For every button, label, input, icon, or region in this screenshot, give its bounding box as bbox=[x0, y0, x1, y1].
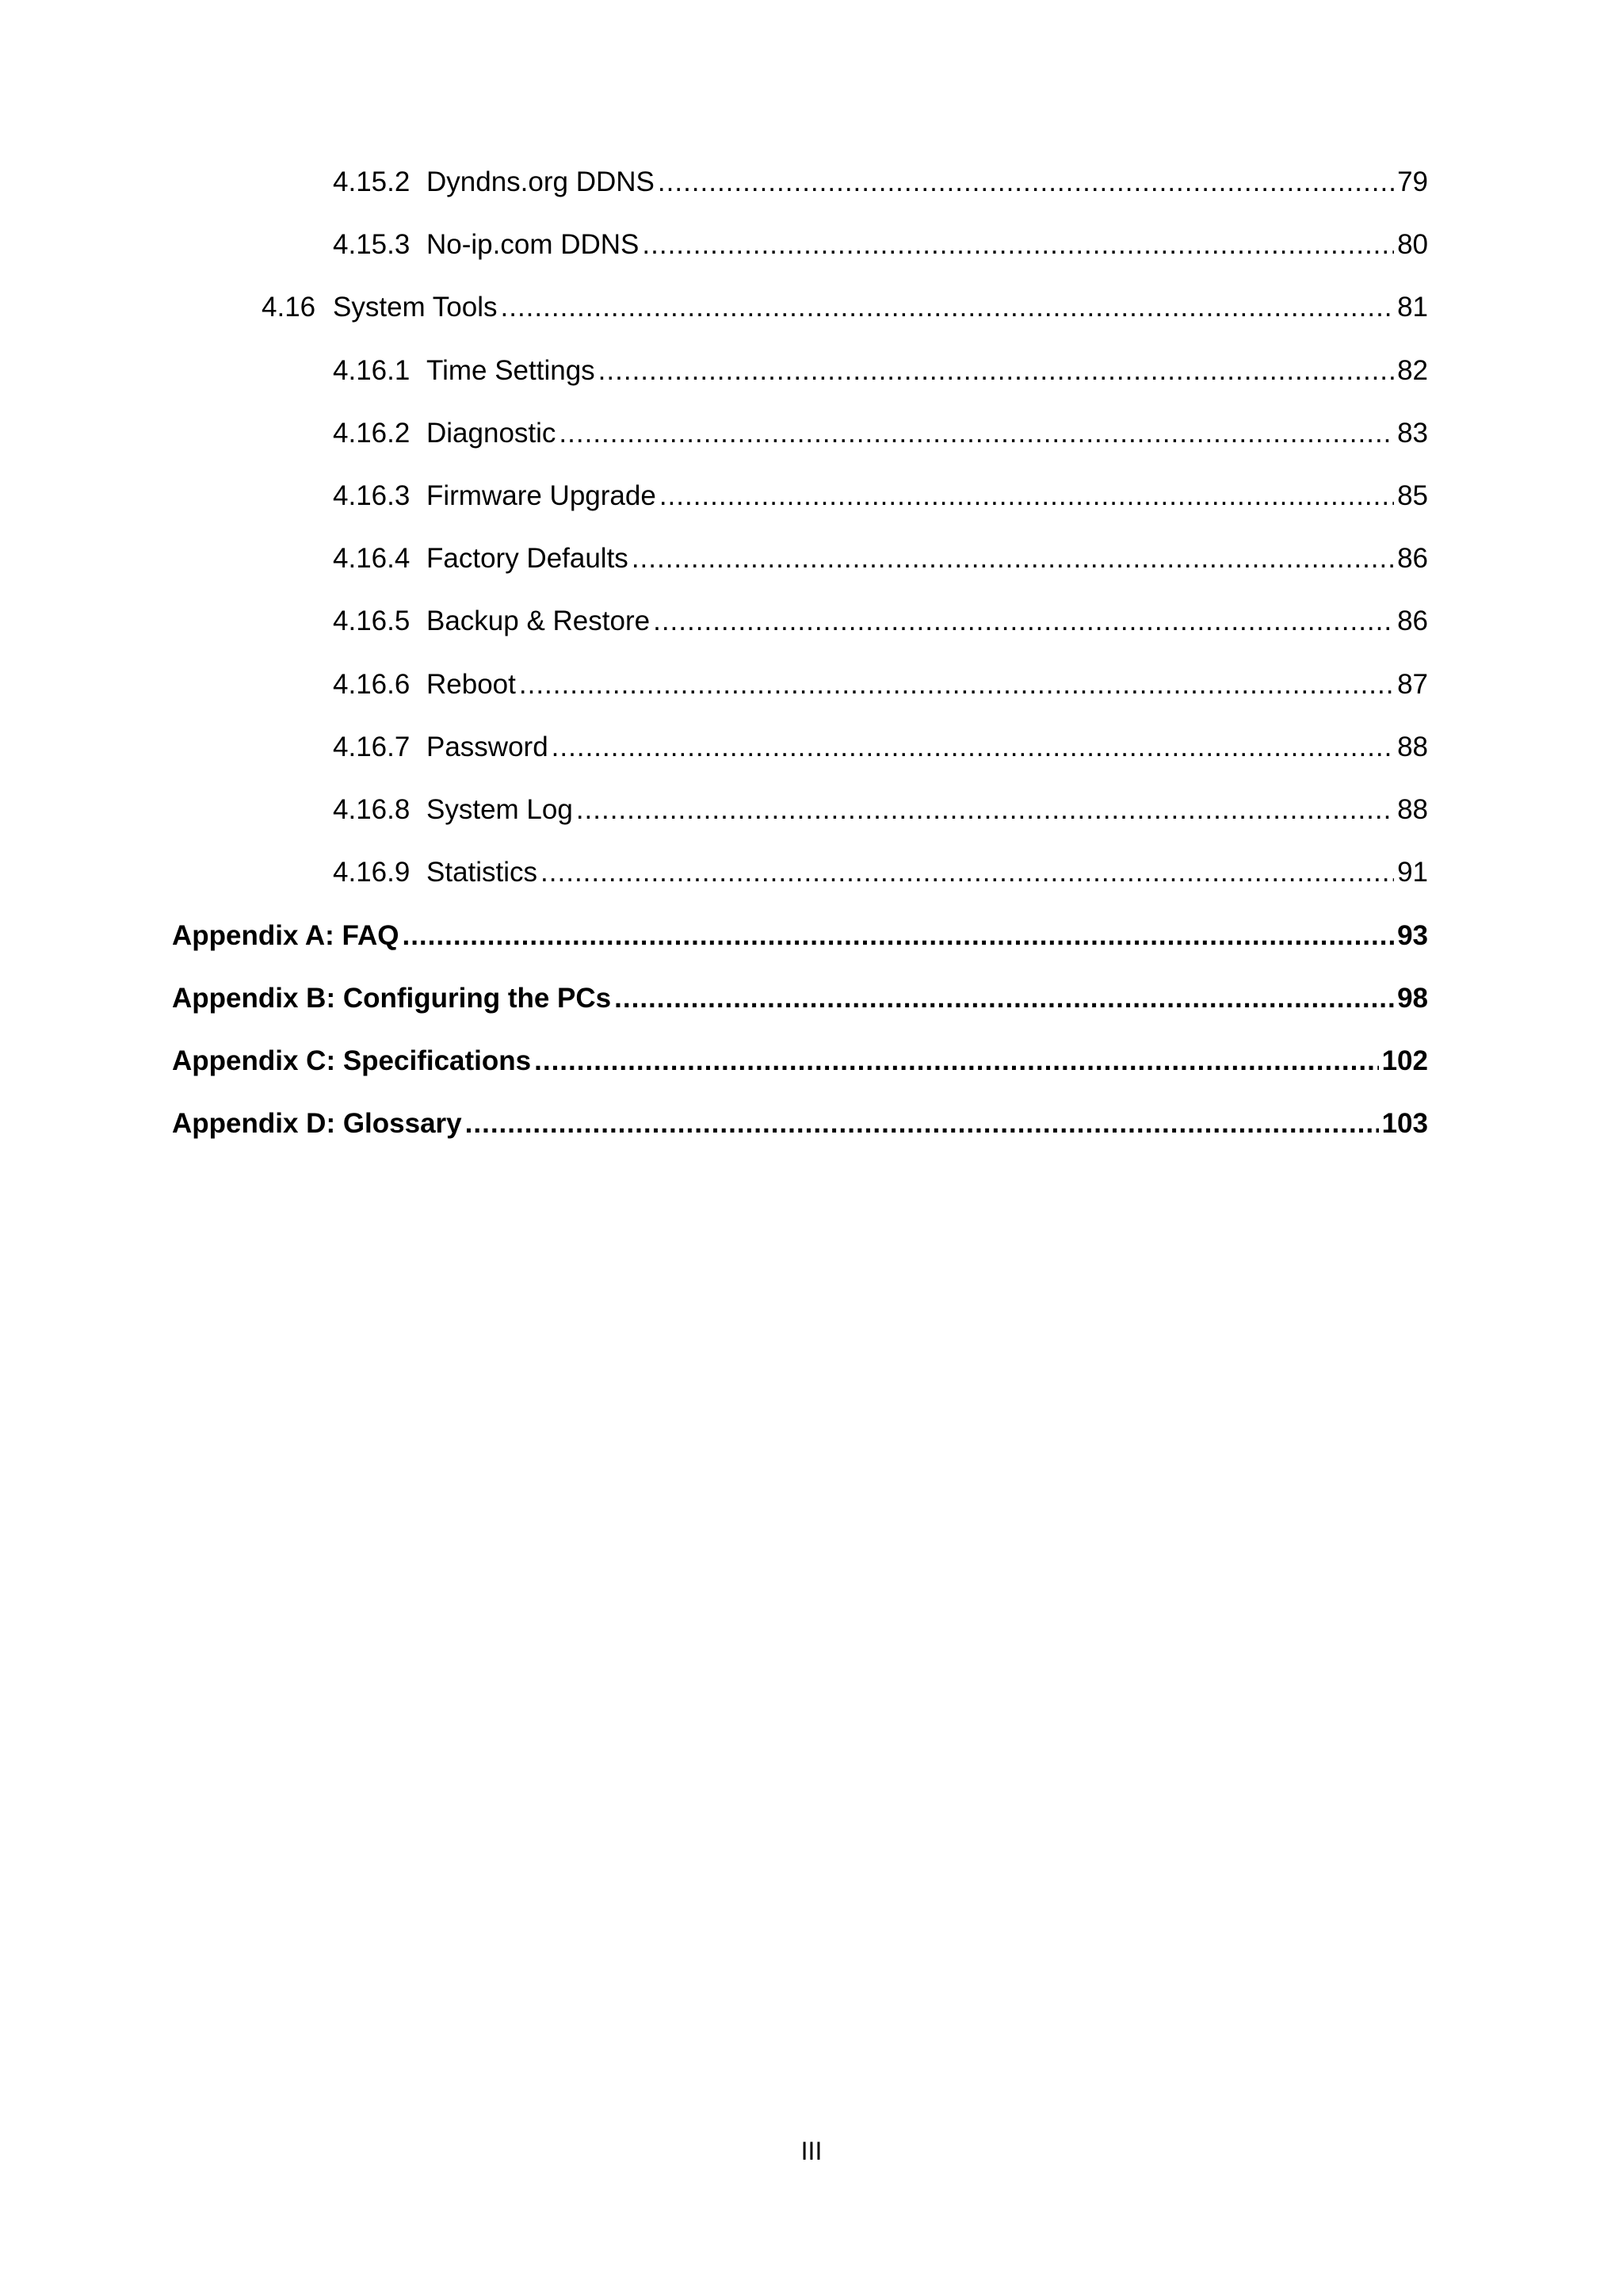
toc-entry[interactable] bbox=[333, 853, 1428, 892]
toc-entry-page: 81 bbox=[1397, 292, 1428, 323]
toc-entry[interactable] bbox=[333, 225, 1428, 265]
toc-entry-number: 4.16.8 bbox=[333, 794, 411, 825]
toc-entry-title: Appendix A: FAQ bbox=[172, 920, 399, 951]
toc-leader-dots bbox=[552, 728, 1394, 767]
toc-entry-page: 85 bbox=[1397, 480, 1428, 511]
toc-entry-title: No-ip.com DDNS bbox=[426, 229, 640, 260]
toc-leader-dots bbox=[519, 665, 1394, 705]
toc-entry-page: 88 bbox=[1397, 794, 1428, 825]
toc-entry-page: 102 bbox=[1381, 1045, 1428, 1076]
toc-entry-number: 4.15.3 bbox=[333, 229, 411, 260]
toc-entry-title: Appendix B: Configuring the PCs bbox=[172, 983, 612, 1014]
toc-entry[interactable] bbox=[333, 539, 1428, 579]
toc-leader-dots bbox=[642, 225, 1394, 265]
page-number: III bbox=[800, 2137, 823, 2165]
toc-entry-page: 87 bbox=[1397, 669, 1428, 700]
toc-leader-dots bbox=[653, 602, 1394, 641]
toc-leader-dots bbox=[540, 853, 1394, 892]
toc-entry-appendix[interactable] bbox=[172, 979, 1428, 1018]
toc-entry-page: 103 bbox=[1381, 1108, 1428, 1139]
toc-entry-title: Diagnostic bbox=[426, 418, 556, 449]
toc-entry-title: Reboot bbox=[426, 669, 516, 700]
toc-leader-dots bbox=[614, 979, 1394, 1018]
toc-entry-title: Factory Defaults bbox=[426, 543, 628, 574]
toc-entry[interactable] bbox=[333, 351, 1428, 391]
toc-entry-title: System Tools bbox=[333, 292, 498, 323]
toc-entry-number: 4.16.5 bbox=[333, 606, 411, 636]
toc-entry-page: 98 bbox=[1397, 983, 1428, 1014]
toc-leader-dots bbox=[576, 790, 1394, 830]
toc-entry-number: 4.15.2 bbox=[333, 166, 411, 197]
toc-entry[interactable] bbox=[333, 665, 1428, 705]
toc-entry[interactable] bbox=[333, 728, 1428, 767]
toc-entry-page: 80 bbox=[1397, 229, 1428, 260]
toc-leader-dots bbox=[534, 1041, 1378, 1081]
toc-leader-dots bbox=[402, 916, 1394, 956]
toc-leader-dots bbox=[598, 351, 1394, 391]
toc-leader-dots bbox=[559, 414, 1394, 453]
toc-entry-appendix[interactable] bbox=[172, 1041, 1428, 1081]
toc-entry-number: 4.16.7 bbox=[333, 732, 411, 762]
toc-entry-number: 4.16.2 bbox=[333, 418, 411, 449]
toc-entry[interactable] bbox=[333, 476, 1428, 516]
toc-leader-dots bbox=[465, 1104, 1379, 1144]
toc-entry-title: Statistics bbox=[426, 857, 538, 888]
toc-entry-page: 83 bbox=[1397, 418, 1428, 449]
toc-entry[interactable] bbox=[333, 162, 1428, 202]
toc-leader-dots bbox=[632, 539, 1394, 579]
toc-entry-number: 4.16.3 bbox=[333, 480, 411, 511]
toc-entry-number: 4.16 bbox=[262, 292, 316, 323]
toc-entry-page: 82 bbox=[1397, 355, 1428, 386]
toc-entry-number: 4.16.4 bbox=[333, 543, 411, 574]
toc-entry-number: 4.16.6 bbox=[333, 669, 411, 700]
toc-leader-dots bbox=[501, 288, 1395, 327]
toc-entry-number: 4.16.9 bbox=[333, 857, 411, 888]
toc-entry-title: Dyndns.org DDNS bbox=[426, 166, 655, 197]
toc-entry-number: 4.16.1 bbox=[333, 355, 411, 386]
toc-entry-title: Appendix D: Glossary bbox=[172, 1108, 462, 1139]
toc-entry-title: Backup & Restore bbox=[426, 606, 651, 636]
toc-leader-dots bbox=[658, 162, 1394, 202]
toc-entry[interactable] bbox=[333, 414, 1428, 453]
toc-entry[interactable] bbox=[333, 602, 1428, 641]
toc-entry-page: 79 bbox=[1397, 166, 1428, 197]
toc-entry-title: Time Settings bbox=[426, 355, 595, 386]
toc-entry-appendix[interactable] bbox=[172, 1104, 1428, 1144]
toc-entry-page: 86 bbox=[1397, 543, 1428, 574]
toc-entry-page: 91 bbox=[1397, 857, 1428, 888]
toc-entry-appendix[interactable] bbox=[172, 916, 1428, 956]
toc-entry-title: Password bbox=[426, 732, 548, 762]
toc-entry[interactable] bbox=[333, 790, 1428, 830]
toc-entry-page: 86 bbox=[1397, 606, 1428, 636]
toc-entry-page: 93 bbox=[1397, 920, 1428, 951]
toc-entry-page: 88 bbox=[1397, 732, 1428, 762]
toc-entry-title: System Log bbox=[426, 794, 573, 825]
toc-entry-title: Firmware Upgrade bbox=[426, 480, 656, 511]
toc-leader-dots bbox=[659, 476, 1394, 516]
toc-entry[interactable] bbox=[262, 288, 1428, 327]
toc-entry-title: Appendix C: Specifications bbox=[172, 1045, 532, 1076]
